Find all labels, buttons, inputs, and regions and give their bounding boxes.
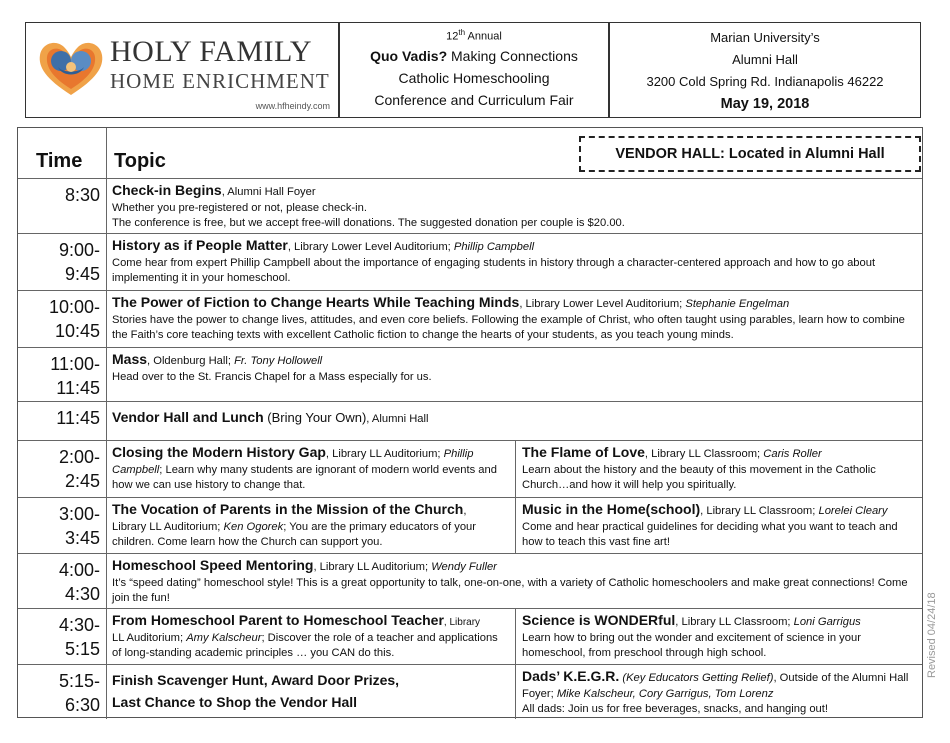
- schedule-row: [18, 233, 922, 290]
- session-topic: [112, 408, 916, 428]
- session-title: Science is WONDERful: [522, 612, 676, 628]
- session-topic-right: [522, 500, 918, 551]
- schedule-row: [18, 178, 922, 233]
- schedule-row: [18, 347, 922, 401]
- session-location: , Outside of the Alumni Hall Foyer;: [522, 672, 909, 700]
- session-presenter: Phillip Campbell: [112, 448, 474, 476]
- session-title: Dads’ K.E.G.R.: [522, 668, 620, 684]
- session-topic-left: [112, 611, 510, 662]
- event-date: May 19, 2018: [720, 96, 810, 112]
- session-presenter: Mike Kalscheur, Cory Garrigus, Tom Lorenz: [556, 687, 774, 700]
- conference-box: [339, 22, 609, 118]
- session-topic-right: [522, 667, 918, 718]
- session-title: Closing the Modern History Gap: [112, 444, 326, 460]
- session-topic: [112, 181, 916, 232]
- time-cell: 11:00- 11:45: [18, 348, 107, 401]
- session-title: Vendor Hall and Lunch: [112, 409, 264, 425]
- session-location: , Library LL Auditorium;: [325, 448, 444, 460]
- time-cell: 2:00- 2:45: [18, 441, 107, 497]
- conference-line3: Conference and Curriculum Fair: [374, 91, 574, 108]
- schedule-row: [18, 608, 922, 664]
- schedule-row: [18, 664, 922, 719]
- session-topic: [112, 236, 916, 287]
- session-location: , Library LL Auditorium;: [313, 561, 432, 573]
- session-presenter: Fr. Tony Hollowell: [234, 355, 323, 367]
- annual-label: 12th Annual: [446, 28, 502, 43]
- session-presenter: Lorelei Cleary: [818, 505, 888, 517]
- session-title: From Homeschool Parent to Homeschool Teacher: [112, 612, 444, 628]
- schedule-row: [18, 497, 922, 553]
- session-title: Mass: [112, 351, 148, 367]
- session-location: , Library Lower Level Auditorium;: [287, 241, 454, 253]
- session-presenter: Caris Roller: [763, 448, 822, 460]
- session-topic-right: [522, 443, 918, 494]
- session-description: Whether you pre-registered or not, please check-in.: [112, 201, 367, 214]
- session-topic: [112, 556, 916, 607]
- conference-line2: Catholic Homeschooling: [398, 69, 550, 86]
- time-cell: 4:30- 5:15: [18, 609, 107, 664]
- session-presenter: Phillip Campbell: [453, 241, 535, 253]
- venue-line1: Marian University’s: [710, 30, 820, 45]
- session-topic-left: [112, 500, 510, 551]
- time-cell: 10:00- 10:45: [18, 291, 107, 347]
- session-presenter: Amy Kalscheur: [186, 631, 262, 644]
- session-description: ; Learn why many students are ignorant of modern world events and how we can use history to change that.: [112, 463, 497, 491]
- session-description: The conference is free, but we accept free-will donations. The suggested donation per couple is $20.00.: [112, 217, 625, 229]
- logo-subtitle: HOME ENRICHMENT: [110, 69, 330, 93]
- session-title: The Power of Fiction to Change Hearts While Teaching Minds: [112, 294, 520, 310]
- session-description: Come and hear practical guidelines for deciding what you want to teach and how to teach this vast fine art!: [522, 520, 898, 548]
- schedule-header-row: [18, 128, 922, 178]
- topic-column-header: Topic: [114, 150, 166, 172]
- session-title: Music in the Home(school): [522, 501, 701, 517]
- session-topic: [112, 293, 916, 344]
- session-location: , Library LL Classroom;: [700, 505, 819, 517]
- session-topic-left: [112, 443, 510, 494]
- session-description: Learn about the history and the beauty of this movement in the Catholic Church…and how it will help you spiritually.: [522, 463, 876, 491]
- column-divider: [515, 498, 516, 553]
- session-description: Learn how to bring out the wonder and excitement of science in your homeschool, from preschool through high school.: [522, 631, 861, 659]
- time-cell: 11:45: [18, 402, 107, 440]
- session-topic-left: [112, 669, 510, 713]
- session-description: Stories have the power to change lives, attitudes, and even core beliefs. Following the example of Christ, who often taught using parables, learn how to combine the Faith’s core teaching texts with excellent Catholic fiction to change the hearts of your students, as you teach young minds.: [112, 313, 905, 341]
- session-title: Finish Scavenger Hunt, Award Door Prizes,: [112, 672, 400, 688]
- session-location: , Library: [443, 617, 481, 628]
- time-cell: 3:00- 3:45: [18, 498, 107, 553]
- session-presenter: Stephanie Engelman: [685, 298, 790, 310]
- session-description: ; You are the primary educators of your children. Come learn how the Church can support you.: [112, 520, 476, 548]
- session-presenter: Ken Ogorek: [223, 520, 284, 533]
- revised-date: Revised 04/24/18: [926, 592, 938, 678]
- logo-title: HOLY FAMILY: [110, 35, 312, 68]
- time-cell: 5:15- 6:30: [18, 665, 107, 719]
- session-description: It’s “speed dating” homeschool style! This is a great opportunity to talk, one-on-one, with a variety of Catholic homeschoolers and make great connections! Come join the fun!: [112, 576, 908, 604]
- venue-box: [609, 22, 921, 118]
- column-divider: [515, 441, 516, 497]
- schedule-row: [18, 553, 922, 608]
- session-title: The Vocation of Parents in the Mission of the Church: [112, 501, 464, 517]
- session-description: ; Discover the role of a teacher and applications of long-standing academic principles … you CAN do this.: [112, 631, 498, 659]
- schedule-row: [18, 440, 922, 497]
- venue-line2: Alumni Hall: [732, 52, 798, 67]
- session-description: Come hear from expert Phillip Campbell about the importance of engaging students in history through a character-centered approach and how to go about implementing it in your homeschool.: [112, 256, 876, 284]
- session-location: LL Auditorium;: [112, 631, 187, 644]
- session-location: , Alumni Hall: [366, 413, 429, 425]
- session-location: , Library Lower Level Auditorium;: [519, 298, 686, 310]
- session-location: , Alumni Hall Foyer: [221, 186, 316, 198]
- logo-box: [25, 22, 339, 118]
- schedule-row: [18, 290, 922, 347]
- column-divider: [515, 665, 516, 719]
- time-cell: 8:30: [18, 179, 107, 233]
- time-column-header: Time: [36, 150, 83, 172]
- holy-family-logo-icon: [36, 37, 106, 99]
- venue-address: 3200 Cold Spring Rd. Indianapolis 46222: [646, 74, 884, 89]
- session-location: , Library LL Classroom;: [675, 616, 794, 628]
- session-title: History as if People Matter: [112, 237, 288, 253]
- logo-url: www.hfheindy.com: [255, 101, 330, 111]
- session-title: Homeschool Speed Mentoring: [112, 557, 314, 573]
- session-presenter: Loni Garrigus: [793, 616, 861, 628]
- session-location: , Library LL Classroom;: [644, 448, 764, 460]
- vendor-hall-banner: VENDOR HALL: Located in Alumni Hall: [579, 136, 921, 172]
- session-description: Head over to the St. Francis Chapel for a Mass especially for us.: [112, 370, 432, 383]
- session-location: ,: [463, 505, 467, 517]
- session-title-note: (Bring Your Own): [263, 410, 367, 425]
- time-cell: 9:00- 9:45: [18, 234, 107, 290]
- session-location: Library LL Auditorium;: [112, 520, 224, 533]
- time-cell: 4:00- 4:30: [18, 554, 107, 608]
- schedule-table: [17, 127, 923, 718]
- column-divider: [515, 609, 516, 664]
- session-presenter: Wendy Fuller: [431, 561, 497, 573]
- session-title-line2: Last Chance to Shop the Vendor Hall: [112, 694, 358, 710]
- session-location: , Oldenburg Hall;: [147, 355, 235, 367]
- conference-title: Quo Vadis? Making Connections: [370, 47, 578, 64]
- session-subtitle: (Key Educators Getting Relief): [619, 672, 774, 684]
- session-topic-right: [522, 611, 918, 662]
- schedule-row: [18, 401, 922, 440]
- session-description: All dads: Join us for free beverages, snacks, and hanging out!: [522, 703, 828, 715]
- session-title: The Flame of Love: [522, 444, 645, 460]
- session-title: Check-in Begins: [112, 182, 222, 198]
- session-topic: [112, 350, 916, 385]
